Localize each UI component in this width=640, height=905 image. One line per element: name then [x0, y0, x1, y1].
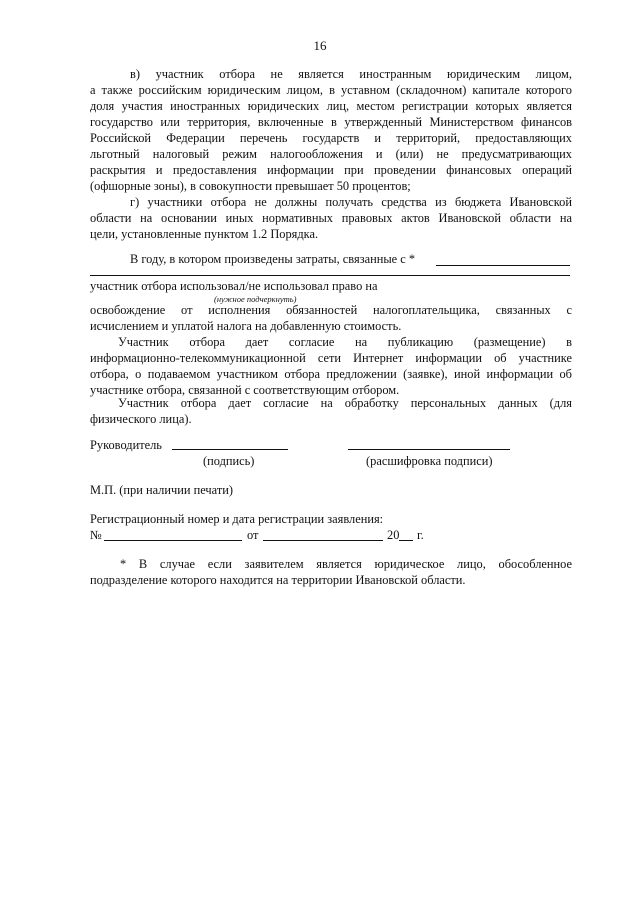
text-line: цели, установленные пунктом 1.2 Порядка. [90, 227, 319, 241]
year-expenses-text: В году, в котором произведены затраты, связанные с * [130, 252, 416, 266]
registration-year-line[interactable] [399, 540, 413, 541]
decode-caption: (расшифровка подписи) [366, 454, 493, 468]
expenses-fill-line[interactable] [436, 265, 570, 266]
text-line: * В случае если заявителем является юридическое лицо, обособленное [120, 557, 572, 571]
paragraph-publish-consent [90, 334, 572, 398]
page-number: 16 [313, 38, 327, 53]
text-line: участнике отбора, связанной с соответствующим отбором. [90, 383, 400, 397]
head-label: Руководитель [90, 438, 162, 452]
text-line: освобождение от исполнения обязанностей налогоплательщика, связанных с [90, 303, 572, 317]
text-line: доля участия иностранных юридических лиц, местом регистрации которых является [90, 99, 572, 113]
used-right-text: участник отбора использовал/не использовал право на [90, 279, 378, 293]
text-line: информационно-телекоммуникационной сети Интернет информации об участнике [90, 351, 572, 365]
registration-year-suffix: г. [417, 528, 424, 542]
text-line: Участник отбора дает согласие на публикацию (размещение) в [118, 335, 572, 349]
registration-from-label: от [247, 528, 259, 542]
stamp-text: М.П. (при наличии печати) [90, 483, 233, 497]
text-line: исчислением и уплатой налога на добавленную стоимость. [90, 319, 402, 333]
text-line: Участник отбора дает согласие на обработку персональных данных (для [118, 396, 572, 410]
expenses-continuation-line[interactable] [90, 275, 570, 276]
registration-date-line[interactable] [263, 540, 383, 541]
registration-label: Регистрационный номер и дата регистрации заявления: [90, 512, 384, 526]
registration-number-sign: № [90, 528, 102, 542]
underline-hint: (нужное подчеркнуть) [214, 294, 297, 304]
text-line: отбора, о подаваемом участником отбора предложении (заявке), иной информации об [90, 367, 572, 381]
registration-year-prefix: 20 [387, 528, 400, 542]
signature-caption: (подпись) [203, 454, 255, 468]
text-line: г) участники отбора не должны получать средства из бюджета Ивановской [130, 195, 572, 209]
footnote [90, 556, 572, 588]
text-line: физического лица). [90, 412, 192, 426]
text-line: в) участник отбора не является иностранным юридическим лицом, [130, 67, 572, 81]
signature-decode-line[interactable] [348, 449, 510, 450]
text-line: льготный налоговый режим налогообложения и (или) не предусматривающих [90, 147, 572, 161]
signature-line[interactable] [172, 449, 288, 450]
text-line: а также российским юридическим лицом, в уставном (складочном) капитале которого [90, 83, 572, 97]
paragraph-g [90, 194, 572, 242]
text-line: подразделение которого находится на территории Ивановской области. [90, 573, 466, 587]
paragraph-vat [90, 302, 572, 334]
paragraph-v [90, 66, 572, 194]
text-line: (офшорные зоны), в совокупности превышает 50 процентов; [90, 179, 411, 193]
text-line: Российской Федерации перечень государств и территорий, предоставляющих [90, 131, 572, 145]
registration-number-line[interactable] [104, 540, 242, 541]
paragraph-personal-consent [90, 395, 572, 427]
text-line: государство или территория, включенные в утвержденный Министерством финансов [90, 115, 572, 129]
text-line: области на основании иных нормативных правовых актов Ивановской области на [90, 211, 572, 225]
text-line: раскрытия и предоставления информации при проведении финансовых операций [90, 163, 572, 177]
